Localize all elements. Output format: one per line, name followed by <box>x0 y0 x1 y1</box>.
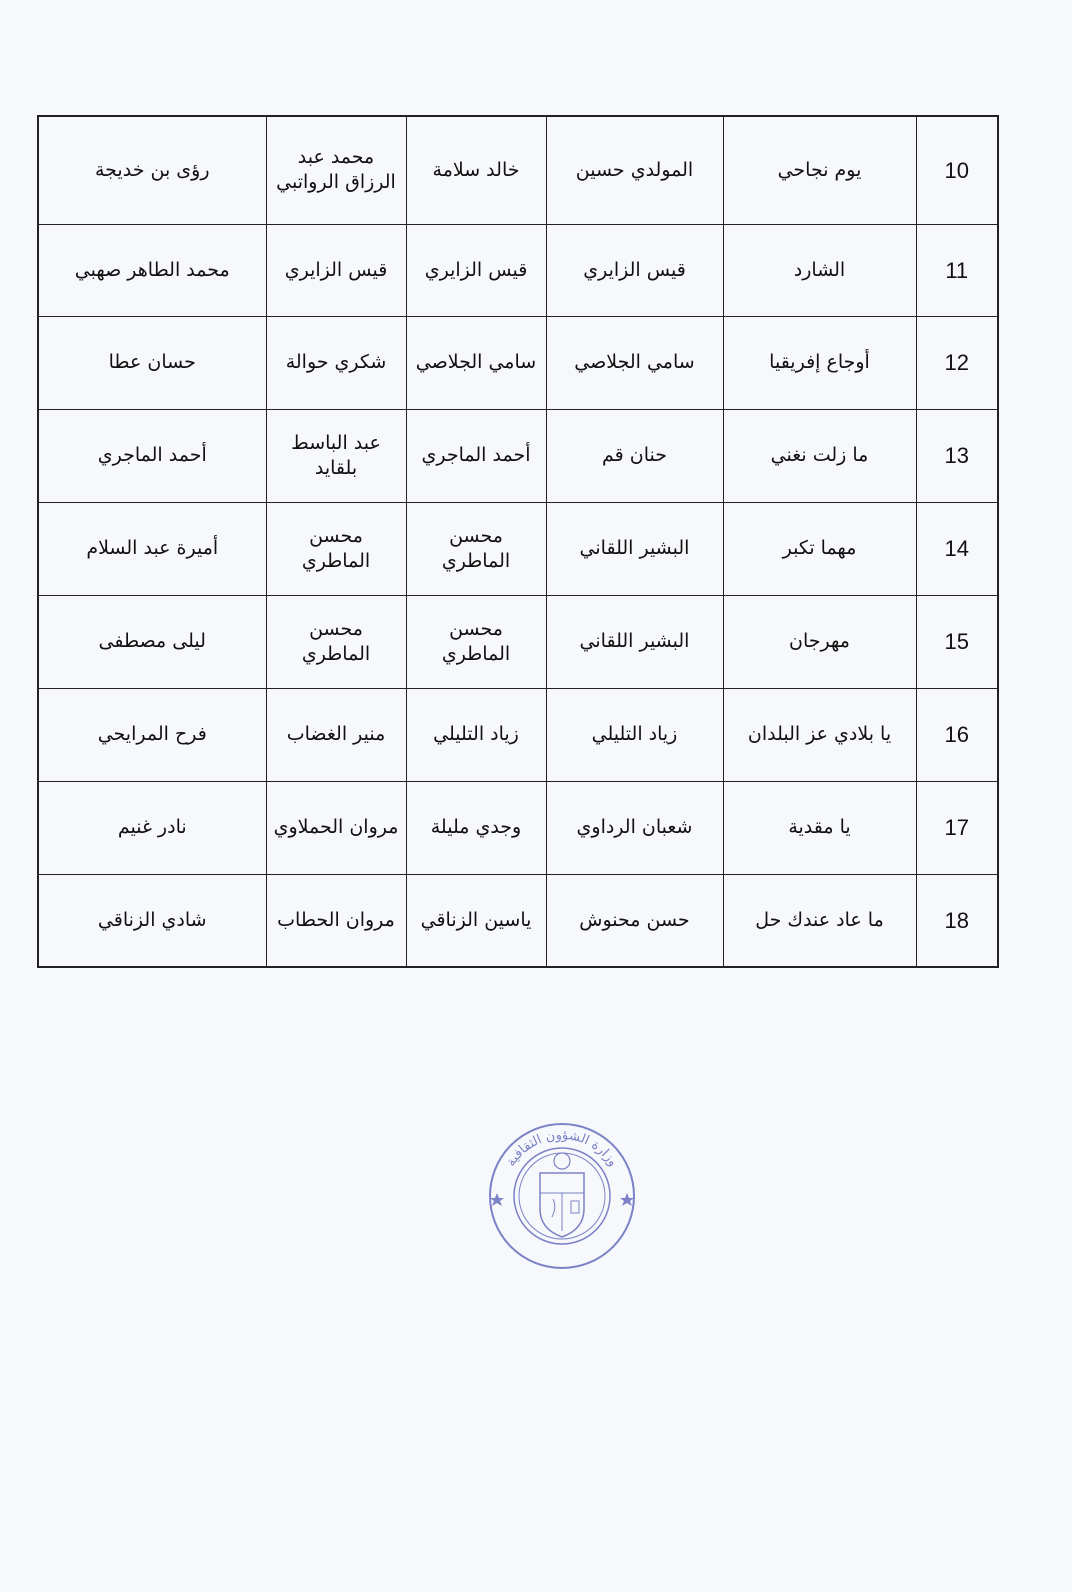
table-row <box>38 688 998 781</box>
credit-cell: قيس الزايري <box>406 224 546 316</box>
credit-cell: عبد الباسط بلقايد <box>266 409 406 502</box>
song-title-cell: يا مقدية <box>723 781 916 874</box>
seal-text: وزارة الشؤون الثقافية <box>503 1127 621 1170</box>
credit-cell: مروان الحملاوي <box>266 781 406 874</box>
table-row <box>38 224 998 316</box>
performer-cell: حسان عطا <box>38 316 266 409</box>
credit-cell: زياد التليلي <box>406 688 546 781</box>
credit-cell: البشير اللقاني <box>546 502 723 595</box>
credit-cell: محسن الماطري <box>266 502 406 595</box>
credit-cell: خالد سلامة <box>406 116 546 224</box>
credit-cell: مروان الحطاب <box>266 874 406 967</box>
table-row <box>38 502 998 595</box>
row-number: 13 <box>916 409 998 502</box>
credit-cell: سامي الجلاصي <box>406 316 546 409</box>
credit-cell: حنان قم <box>546 409 723 502</box>
performer-cell: ليلى مصطفى <box>38 595 266 688</box>
credit-cell: حسن محنوش <box>546 874 723 967</box>
song-title-cell: يوم نجاحي <box>723 116 916 224</box>
table-row <box>38 116 998 224</box>
credit-cell: زياد التليلي <box>546 688 723 781</box>
row-number: 15 <box>916 595 998 688</box>
row-number: 17 <box>916 781 998 874</box>
table-row <box>38 316 998 409</box>
credit-cell: محسن الماطري <box>406 595 546 688</box>
row-number: 10 <box>916 116 998 224</box>
credits-table <box>37 115 999 968</box>
credit-cell: منير الغضاب <box>266 688 406 781</box>
table-row <box>38 409 998 502</box>
performer-cell: أميرة عبد السلام <box>38 502 266 595</box>
song-title-cell: ما عاد عندك حل <box>723 874 916 967</box>
performer-cell: أحمد الماجري <box>38 409 266 502</box>
table-row <box>38 781 998 874</box>
song-title-cell: ما زلت نغني <box>723 409 916 502</box>
song-title-cell: أوجاع إفريقيا <box>723 316 916 409</box>
credit-cell: قيس الزايري <box>266 224 406 316</box>
row-number: 12 <box>916 316 998 409</box>
credit-cell: المولدي حسين <box>546 116 723 224</box>
row-number: 18 <box>916 874 998 967</box>
credit-cell: سامي الجلاصي <box>546 316 723 409</box>
table-row <box>38 874 998 967</box>
song-title-cell: الشارد <box>723 224 916 316</box>
credit-cell: محسن الماطري <box>406 502 546 595</box>
credit-cell: شكري حوالة <box>266 316 406 409</box>
table-row <box>38 595 998 688</box>
row-number: 14 <box>916 502 998 595</box>
seal-stamp-icon <box>487 1121 637 1271</box>
performer-cell: رؤى بن خديجة <box>38 116 266 224</box>
song-title-cell: يا بلادي عز البلدان <box>723 688 916 781</box>
credit-cell: محمد عبد الرزاق الرواتبي <box>266 116 406 224</box>
credit-cell: وجدي مليلة <box>406 781 546 874</box>
ministry-seal <box>487 1121 637 1271</box>
performer-cell: محمد الطاهر صهبي <box>38 224 266 316</box>
credits-table-container <box>37 115 997 968</box>
song-title-cell: مهما تكبر <box>723 502 916 595</box>
song-title-cell: مهرجان <box>723 595 916 688</box>
credit-cell: قيس الزايري <box>546 224 723 316</box>
credit-cell: ياسين الزناقي <box>406 874 546 967</box>
credit-cell: شعبان الرداوي <box>546 781 723 874</box>
credit-cell: محسن الماطري <box>266 595 406 688</box>
row-number: 11 <box>916 224 998 316</box>
credit-cell: البشير اللقاني <box>546 595 723 688</box>
performer-cell: نادر غنيم <box>38 781 266 874</box>
row-number: 16 <box>916 688 998 781</box>
performer-cell: فرح المرايحي <box>38 688 266 781</box>
credit-cell: أحمد الماجري <box>406 409 546 502</box>
performer-cell: شادي الزناقي <box>38 874 266 967</box>
